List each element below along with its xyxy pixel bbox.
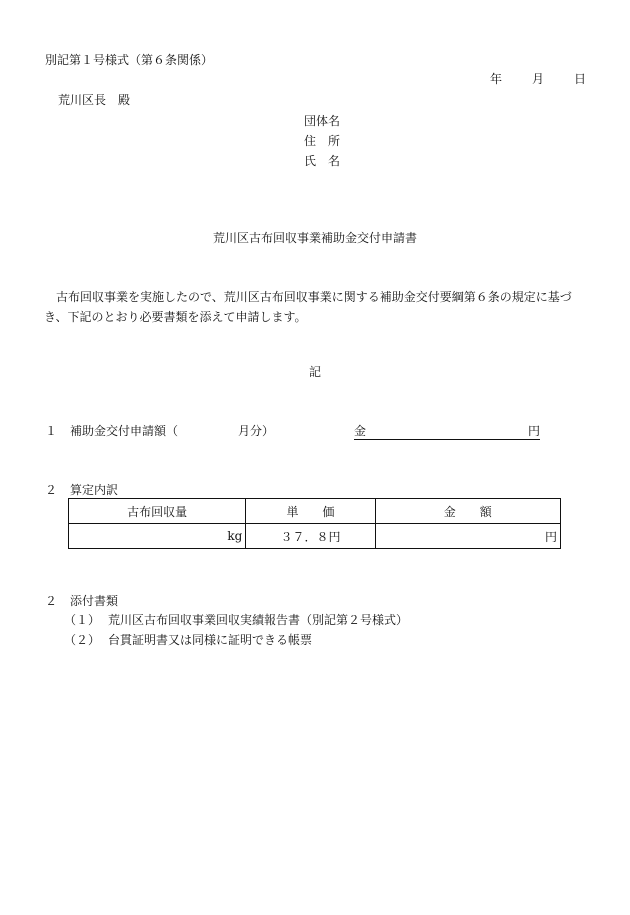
item-3-number: ２ [45,594,58,608]
ki-heading: 記 [308,365,321,379]
item-1-label: 補助金交付申請額（ 月分） [70,424,275,438]
amount-yen: 円 [527,424,540,438]
header-collection-amount: 古布回収量 [69,499,246,524]
date-year: 年 [489,72,502,86]
date-day: 日 [573,72,586,86]
attachment-text: 台貫証明書又は同様に証明できる帳票 [108,633,313,647]
attachment-text: 荒川区古布回収事業回収実績報告書（別記第２号様式） [108,613,409,627]
date-month: 月 [531,72,544,86]
table-header-row [69,499,561,524]
attachment-item [64,632,312,648]
cell-yen: 円 [375,524,560,549]
cell-unit-price: ３７．８円 [246,524,375,549]
attachment-item [64,612,408,628]
applicant-name: 氏 名 [304,154,341,168]
form-number: 別記第１号様式（第６条関係） [45,53,214,67]
item-2 [45,482,118,498]
calculation-table [68,498,561,549]
table-row [69,524,561,549]
item-1 [45,423,274,439]
attachment-number: （１） [64,613,101,627]
amount-field [354,423,540,440]
item-3-label: 添付書類 [70,594,119,608]
item-2-number: ２ [45,483,58,497]
attachment-number: （２） [64,633,101,647]
applicant-address: 住 所 [304,134,341,148]
applicant-block [304,111,340,171]
applicant-group: 団体名 [304,114,341,128]
document-title: 荒川区古布回収事業補助金交付申請書 [212,231,417,245]
item-attachments [45,593,118,609]
header-total: 金 額 [375,499,560,524]
header-unit-price: 単 価 [246,499,375,524]
body-text: 古布回収事業を実施したので、荒川区古布回収事業に関する補助金交付要綱第６条の規定に基づき、下記のとおり必要書類を添えて申請します。 [44,290,572,324]
cell-kg: kg [69,524,246,549]
amount-kin: 金 [354,424,367,438]
date-line [490,71,586,87]
addressee: 荒川区長 殿 [58,93,131,107]
item-2-label: 算定内訳 [70,483,119,497]
item-1-number: １ [45,424,58,438]
